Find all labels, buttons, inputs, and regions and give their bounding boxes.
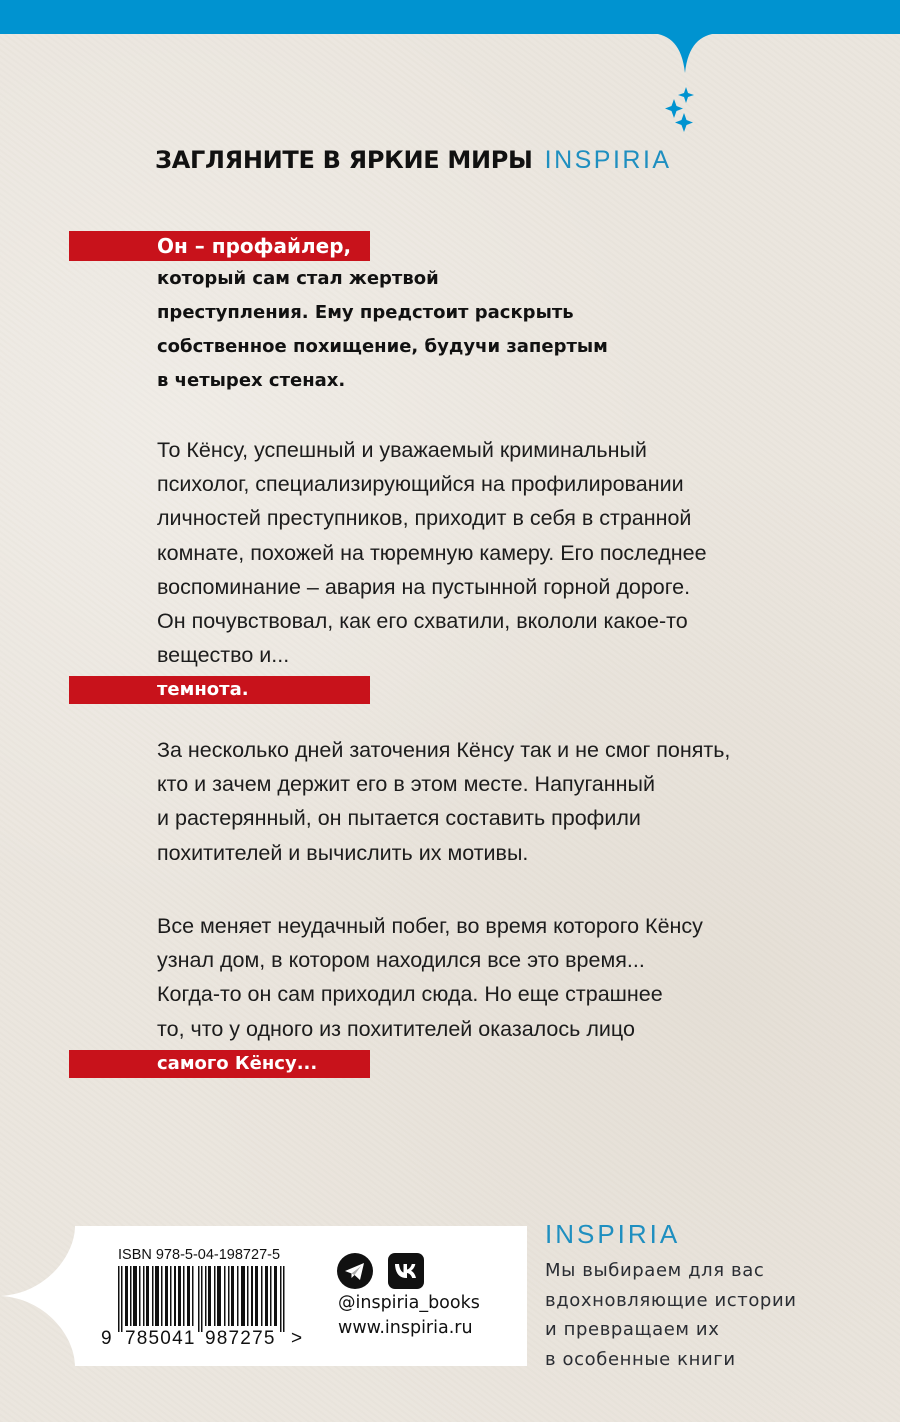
ending-highlight: самого Кёнсу...	[69, 1050, 370, 1078]
social-handle[interactable]: @inspiria_books	[338, 1293, 480, 1313]
telegram-icon[interactable]	[337, 1253, 373, 1289]
header-brand-logo: INSPIRIA	[544, 146, 672, 174]
tagline-text: ЗАГЛЯНИТЕ В ЯРКИЕ МИРЫ	[155, 146, 533, 174]
header-tagline	[155, 146, 672, 175]
lead-line: в четырех стенах.	[157, 370, 346, 391]
paragraph-line: психолог, специализирующийся на профилировании	[157, 472, 684, 497]
website-link[interactable]: www.inspiria.ru	[338, 1318, 473, 1338]
publisher-line: вдохновляющие истории	[545, 1289, 797, 1311]
publisher-line: и превращаем их	[545, 1319, 720, 1340]
barcode-digits-end: >	[291, 1328, 303, 1349]
barcode	[118, 1266, 288, 1332]
publisher-brand-logo: INSPIRIA	[545, 1219, 681, 1249]
isbn-label: ISBN 978-5-04-198727-5	[118, 1247, 281, 1263]
paragraph-line: кто и зачем держит его в этом месте. Напуганный	[157, 772, 655, 797]
lead-line: преступления. Ему предстоит раскрыть	[157, 302, 574, 323]
paragraph-line: похитителей и вычислить их мотивы.	[157, 840, 529, 865]
publisher-line: в особенные книги	[545, 1348, 736, 1370]
lead-line: собственное похищение, будучи запертым	[157, 336, 608, 357]
paragraph-line: воспоминание – авария на пустынной горной дороге.	[157, 574, 691, 599]
paragraph-line: личностей преступников, приходит в себя в странной	[157, 506, 692, 531]
paragraph-line: Когда-то он сам приходил сюда. Но еще страшнее	[157, 982, 663, 1007]
darkness-highlight: темнота.	[69, 676, 370, 704]
paragraph-1	[157, 433, 837, 672]
top-color-band	[0, 0, 900, 34]
paragraph-line: узнал дом, в котором находился все это время...	[157, 948, 645, 973]
barcode-digits-group2: 987275	[205, 1328, 276, 1349]
paragraph-line: За несколько дней заточения Кёнсу так и не смог понять,	[157, 738, 731, 762]
barcode-digit-first: 9	[101, 1328, 112, 1349]
paragraph-line: то, что у одного из похитителей оказалось лицо	[157, 1016, 635, 1041]
paragraph-line: Он почувствовал, как его схватили, вкололи какое-то	[157, 609, 688, 634]
lead-highlight: Он – профайлер,	[69, 231, 370, 261]
publisher-description	[545, 1256, 797, 1374]
lead-line: который сам стал жертвой	[157, 268, 439, 289]
vk-icon[interactable]	[388, 1253, 424, 1289]
paragraph-line: вещество и...	[157, 643, 290, 668]
paragraph-2	[157, 733, 837, 870]
top-drop-ornament	[652, 33, 718, 73]
sparkle-stars-icon	[664, 85, 700, 133]
publisher-line: Мы выбираем для вас	[545, 1260, 765, 1281]
paragraph-line: То Кёнсу, успешный и уважаемый криминальный	[157, 438, 647, 462]
paragraph-line: комнате, похожей на тюремную камеру. Его последнее	[157, 540, 707, 565]
barcode-digits-group1: 785041	[125, 1328, 196, 1349]
paragraph-3	[157, 909, 837, 1046]
lead-text	[157, 262, 717, 398]
paragraph-line: и растерянный, он пытается составить профили	[157, 806, 641, 831]
paragraph-line: Все меняет неудачный побег, во время которого Кёнсу	[157, 914, 703, 938]
